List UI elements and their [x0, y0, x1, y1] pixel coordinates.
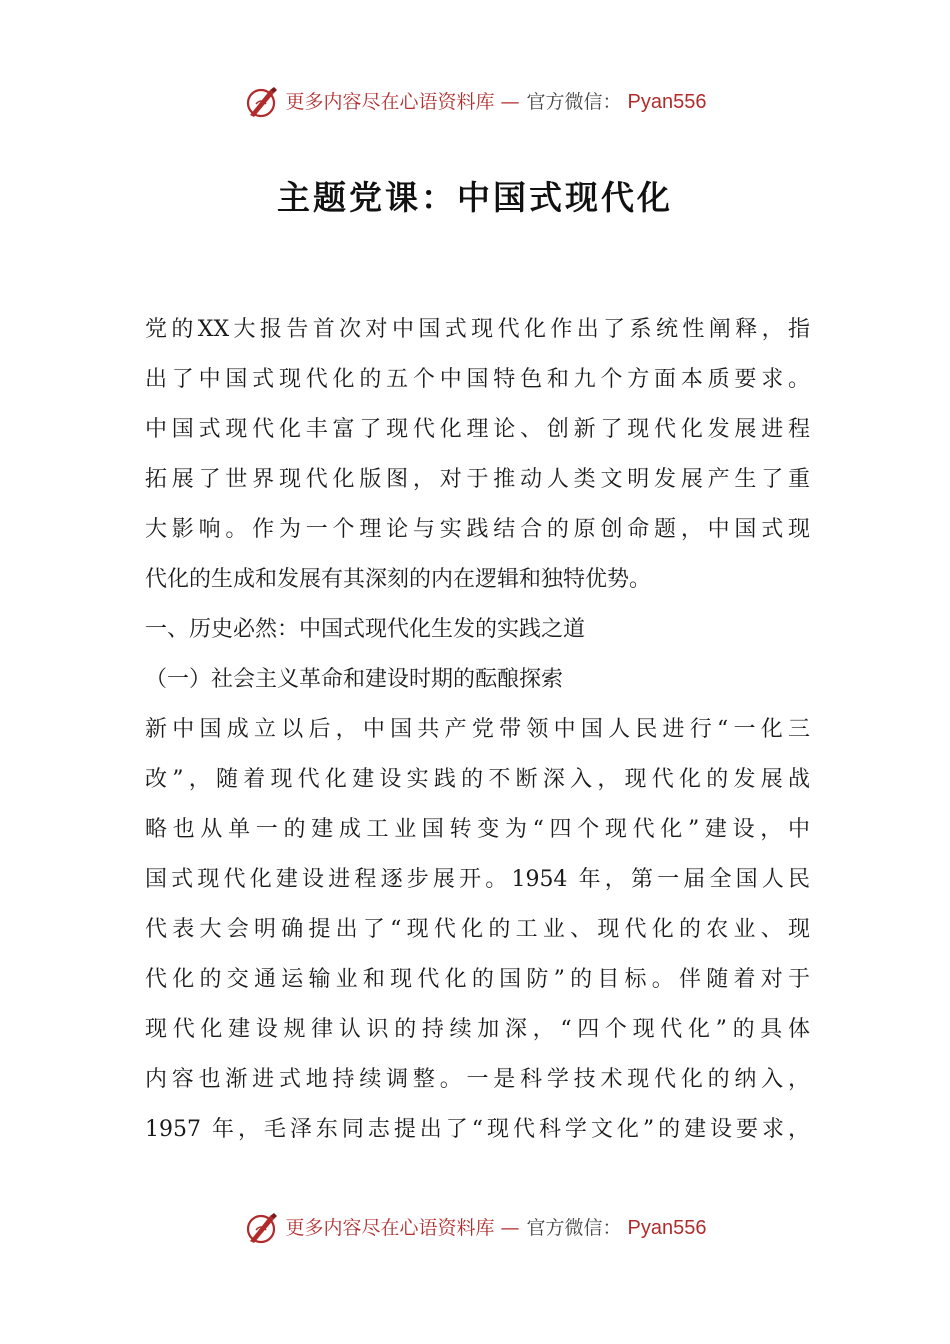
- banner-brand-text: 更多内容尽在心语资料库: [285, 1217, 495, 1239]
- body-line: 代化的交通运输业和现代化的国防”的目标。伴随着对于: [145, 967, 810, 992]
- body-line: 改”，随着现代化建设实践的不断深入，现代化的发展战: [145, 767, 810, 792]
- body-line: 中国式现代化丰富了现代化理论、创新了现代化发展进程: [145, 417, 810, 442]
- pen-circle-logo-icon: [244, 84, 280, 120]
- body-line: 拓展了世界现代化版图，对于推动人类文明发展产生了重: [145, 467, 810, 492]
- body-line: 国式现代化建设进程逐步展开。1954 年，第一届全国人民: [145, 867, 810, 892]
- body-line: 新中国成立以后，中国共产党带领中国人民进行“一化三: [145, 717, 810, 742]
- body-line: 现代化建设规律认识的持续加深，“四个现代化”的具体: [145, 1017, 810, 1042]
- footer-banner: [0, 1208, 950, 1248]
- banner-wechat-label: 官方微信：: [526, 91, 622, 113]
- banner-separator: —: [500, 1217, 521, 1239]
- banner-wechat-id: Pyan556: [627, 91, 707, 113]
- body-line: 1957 年，毛泽东同志提出了“现代科学文化”的建设要求，: [145, 1117, 810, 1142]
- body-line: 代表大会明确提出了“现代化的工业、现代化的农业、现: [145, 917, 810, 942]
- banner-brand-text: 更多内容尽在心语资料库: [285, 91, 495, 113]
- section-heading: 一、历史必然：中国式现代化生发的实践之道: [145, 617, 586, 642]
- header-banner: [0, 82, 950, 122]
- document-body: [145, 305, 810, 1155]
- body-line: 内容也渐进式地持续调整。一是科学技术现代化的纳入，: [145, 1067, 810, 1092]
- body-line: 略也从单一的建成工业国转变为“四个现代化”建设，中: [145, 817, 810, 842]
- banner-wechat-label: 官方微信：: [526, 1217, 622, 1239]
- banner-separator: —: [500, 91, 521, 113]
- body-line: 党的XX大报告首次对中国式现代化作出了系统性阐释，指: [145, 317, 810, 342]
- banner-wechat-id: Pyan556: [627, 1217, 707, 1239]
- document-title: 主题党课：中国式现代化: [277, 178, 673, 217]
- body-line: 代化的生成和发展有其深刻的内在逻辑和独特优势。: [145, 567, 652, 592]
- body-line: 出了中国式现代化的五个中国特色和九个方面本质要求。: [145, 367, 810, 392]
- subsection-heading: （一）社会主义革命和建设时期的酝酿探索: [145, 667, 564, 692]
- body-line: 大影响。作为一个理论与实践结合的原创命题，中国式现: [145, 517, 810, 542]
- pen-circle-logo-icon: [244, 1210, 280, 1246]
